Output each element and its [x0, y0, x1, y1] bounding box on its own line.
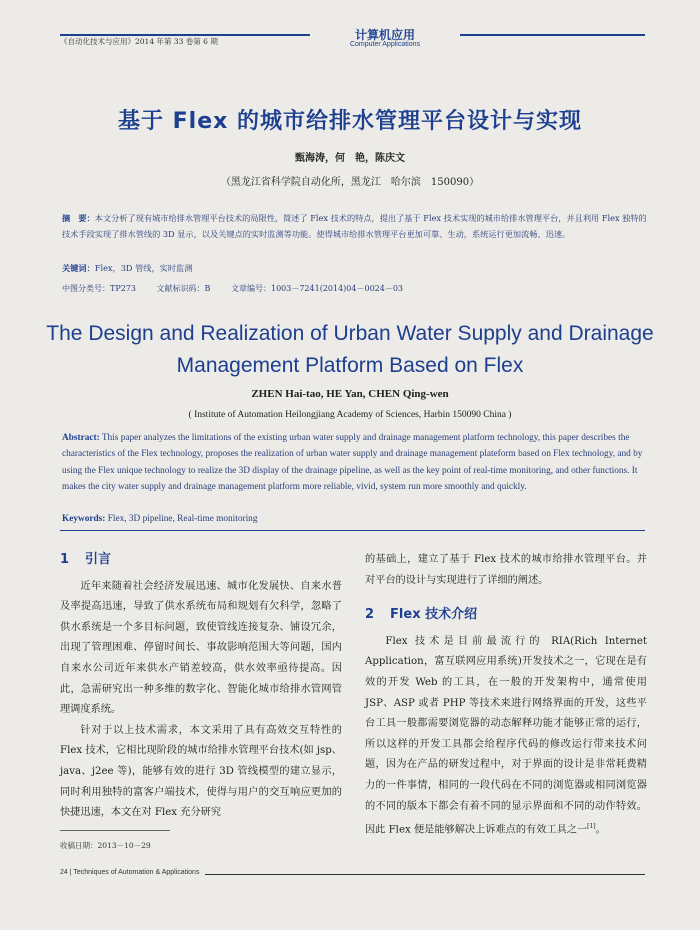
paragraph: 针对于以上技术需求，本文采用了具有高效交互特性的 Flex 技术，它相比现阶段的城市给排水管理平台技术(如 jsp、java、j2ee 等)，能够有效的进行 3D 管线模型的建立显示，同时利用独特的富客户端技术，使得与用户的交互响应更加的快捷迅速，本文在对 Flex 充分研究: [60, 724, 342, 819]
chinese-abstract: [62, 210, 647, 242]
english-keywords-label: Keywords:: [62, 514, 106, 524]
paragraph-continued: 的基础上，建立了基于 Flex 技术的城市给排水管理平台。并对平台的设计与实现进行了详细的阐述。: [365, 554, 647, 586]
clc-number: 中图分类号：TP273: [62, 284, 136, 293]
english-keywords-text: Flex, 3D pipeline, Real-time monitoring: [107, 514, 258, 524]
english-authors: ZHEN Hai-tao, HE Yan, CHEN Qing-wen: [251, 388, 449, 400]
footnote-rule: [60, 830, 170, 831]
section-subtitle: Computer Applications: [349, 41, 421, 48]
journal-header: [60, 26, 645, 52]
section-1-title: 引言: [85, 552, 112, 567]
classification-line: [62, 283, 421, 294]
section-1-heading: [60, 550, 342, 571]
page-number: 24 | Techniques of Automation & Applications: [60, 869, 205, 876]
paragraph: 近年来随着社会经济发展迅速、城市化发展快、自来水普及率提高迅速，导致了供水系统布局和规划有欠科学，忽略了供水系统是一个多目标问题，致使管线连接复杂、铺设冗余，出现了管理困难、停留时间长、事故影响范围大等问题，国内自来水公司近年来供水产销差较高，供水效率亟待提高。因此，急需研究出一种多维的数字化、智能化城市给排水管网管理调度系统。: [60, 580, 342, 716]
chinese-keywords-text: Flex，3D 管线，实时监测: [94, 263, 193, 273]
page-footer: [60, 869, 645, 881]
left-column: [60, 548, 342, 824]
chinese-keywords: [62, 263, 192, 274]
received-date: 收稿日期：2013－10－29: [60, 841, 151, 850]
chinese-affiliation: （黑龙江省科学院自动化所，黑龙江 哈尔滨 150090）: [220, 177, 480, 188]
section-2-heading: [365, 605, 647, 626]
document-code: 文献标识码：B: [156, 284, 211, 293]
english-abstract: [62, 430, 647, 495]
paragraph: [365, 632, 647, 841]
english-abstract-text: This paper analyzes the limitations of the existing urban water supply and drainage management platform technology, this paper describes the characteristics of the Flex technology, proposes the realization of urban water supply and drainage management plateform based on Flex technology, and by using the Flex unique technology to realize the 3D display of the drainage pipeline, as well as the key point of real-time monitoring, and other functions. It makes the city water supply and drainage management platform more reliable, vivid, system run more smoothly and quickly.: [62, 433, 643, 492]
journal-citation: 《自动化技术与应用》2014 年第 33 卷第 6 期: [60, 37, 218, 46]
english-keywords: [62, 514, 257, 524]
english-title: The Design and Realization of Urban Water Supply and Drainage Management Platform Based on Flex: [46, 322, 654, 377]
chinese-title: 基于 Flex 的城市给排水管理平台设计与实现: [117, 109, 582, 134]
right-column: [365, 550, 647, 841]
english-abstract-label: Abstract:: [62, 433, 100, 443]
section-title: 计算机应用: [310, 26, 460, 43]
chinese-abstract-text: 本文分析了现有城市给排水管理平台技术的局限性，简述了 Flex 技术的特点，提出了基于 Flex 技术实现的城市给排水管理平台，并且利用 Flex 独特的技术手段实现了排水管线的 3D 显示，以及关键点的实时监测等功能。使得城市给排水管理平台更加可靠、生动，系统运行更加流畅、迅速。: [62, 213, 647, 239]
section-1-number: 1: [60, 552, 70, 567]
chinese-authors: 甄海涛，何 艳，陈庆文: [295, 153, 405, 164]
chinese-keywords-label: 关键词：: [62, 263, 95, 273]
section-2-title: Flex 技术介绍: [390, 607, 478, 623]
section-2-number: 2: [365, 607, 375, 623]
chinese-abstract-label: 摘 要：: [62, 213, 95, 223]
paragraph-text: Flex 技术是目前最流行的 RIA(Rich Internet Application，富互联网应用系统)开发技术之一，它现在是有效的开发 Web 的工具，在一般的开发架构中，通常使用 JSP、ASP 或者 PHP 等技术来进行网络界面的开发，这些平台工具一般都需要浏览器的动态解释功能才能够正常的运行，所以这样的开发工具都会给程序代码的修改运行带来技术问题，因为在产品的研发过程中，对于界面的设计是非常耗费精力的一件事情，相同的一段代码在不同的浏览器或相同浏览器的不同的版本下都会有着不同的显示界面和不同的动作特效。因此 Flex 便是能够解决上诉难点的有效工具之一: [365, 635, 647, 836]
english-affiliation: ( Institute of Automation Heilongjiang Academy of Sciences, Harbin 150090 China ): [188, 410, 512, 420]
paragraph-end: 。: [595, 824, 606, 836]
abstract-divider: [60, 530, 645, 531]
reference-marker[interactable]: [1]: [587, 823, 596, 831]
article-number: 文章编号：1003－7241(2014)04－0024－03: [230, 284, 404, 293]
